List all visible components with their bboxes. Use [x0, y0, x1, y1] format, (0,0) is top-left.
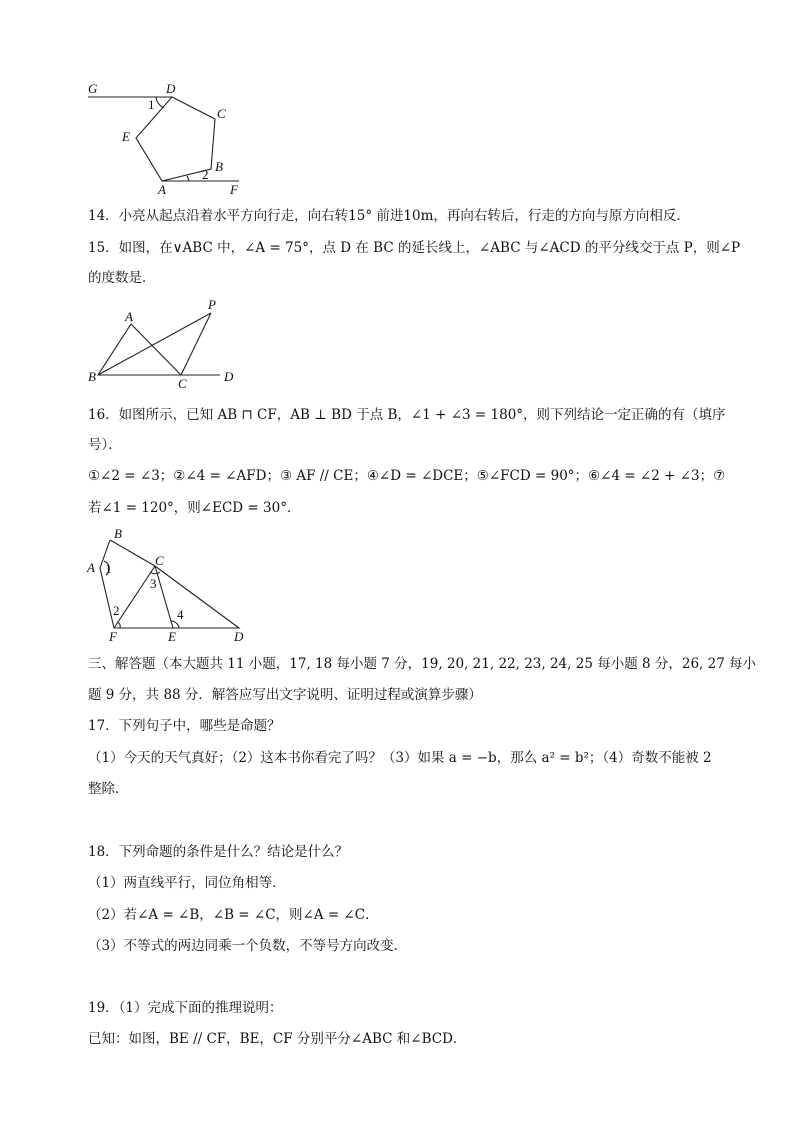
question-19-title: 19．（1）完成下面的推理说明：	[88, 1000, 283, 1016]
angle-label-4: 4	[177, 607, 184, 622]
question-17-title: 17．下列句子中，哪些是命题？	[88, 718, 281, 734]
label-F: F	[109, 629, 117, 644]
question-17-line-1: （1）今天的天气真好；（2）这本书你看完了吗？（3）如果 a = −b，那么 a² = b²；（4）奇数不能被 2	[88, 750, 712, 766]
label-E: E	[168, 629, 176, 644]
question-16-line-1: 16．如图所示，已知 AB ⊓ CF，AB ⊥ BD 于点 B，∠1 + ∠3 = 180°，则下列结论一定正确的有（填序	[88, 407, 726, 423]
label-D: D	[234, 629, 244, 644]
label-D: D	[166, 81, 176, 96]
label-A: A	[125, 309, 133, 324]
question-14: 14．小亮从起点沿着水平方向行走，向右转15° 前进10m，再向右转后，行走的方向与原方向相反．	[88, 208, 690, 224]
angle-label-2: 2	[113, 603, 120, 618]
question-18-title: 18．下列命题的条件是什么？结论是什么？	[88, 844, 349, 860]
angle-label-1: 1	[148, 97, 155, 112]
label-D: D	[224, 369, 234, 384]
label-G: G	[88, 81, 98, 96]
label-E: E	[122, 129, 130, 144]
section-3-line-1: 三、解答题（本大题共 11 小题，17, 18 每小题 7 分，19, 20, 21, 22, 23, 24, 25 每小题 8 分，26, 27 每小	[88, 656, 757, 672]
label-F: F	[230, 182, 238, 197]
label-A: A	[158, 182, 166, 197]
question-18-item-3: （3）不等式的两边同乘一个负数，不等号方向改变．	[88, 938, 408, 954]
pentagon-figure	[84, 80, 254, 195]
label-A: A	[87, 560, 95, 575]
question-18-item-2: （2）若∠A = ∠B，∠B = ∠C，则∠A = ∠C．	[88, 907, 379, 923]
question-15-line-1: 15．如图，在∨ABC 中，∠A = 75°，点 D 在 BC 的延长线上，∠ABC 与∠ACD 的平分线交于点 P，则∠P	[88, 240, 741, 256]
label-C: C	[217, 106, 226, 121]
question-16-line-3: ①∠2 = ∠3；②∠4 = ∠AFD；③ AF // CE；④∠D = ∠DCE；⑤∠FCD = 90°；⑥∠4 = ∠2 + ∠3；⑦	[88, 468, 726, 484]
label-B: B	[88, 369, 96, 384]
question-19-given: 已知：如图，BE // CF，BE，CF 分别平分∠ABC 和∠BCD．	[88, 1031, 467, 1047]
question-18-item-1: （1）两直线平行，同位角相等．	[88, 875, 286, 891]
question-16-line-2: 号）．	[88, 437, 122, 453]
angle-label-3: 3	[150, 576, 157, 591]
triangle-p-figure	[86, 297, 246, 391]
question-16-line-4: 若∠1 = 120°，则∠ECD = 30°．	[88, 500, 301, 516]
angle-label-1: 1	[105, 561, 112, 576]
label-C: C	[178, 376, 187, 391]
quad-figure	[84, 525, 259, 643]
question-15-line-2: 的度数是．	[88, 270, 156, 286]
label-P: P	[208, 297, 216, 312]
label-B: B	[114, 526, 122, 541]
section-3-line-2: 题 9 分，共 88 分．解答应写出文字说明、证明过程或演算步骤）	[88, 687, 482, 703]
question-17-line-2: 整除．	[88, 781, 129, 797]
label-B: B	[215, 159, 223, 174]
label-C: C	[155, 553, 164, 568]
angle-label-2: 2	[202, 167, 209, 182]
